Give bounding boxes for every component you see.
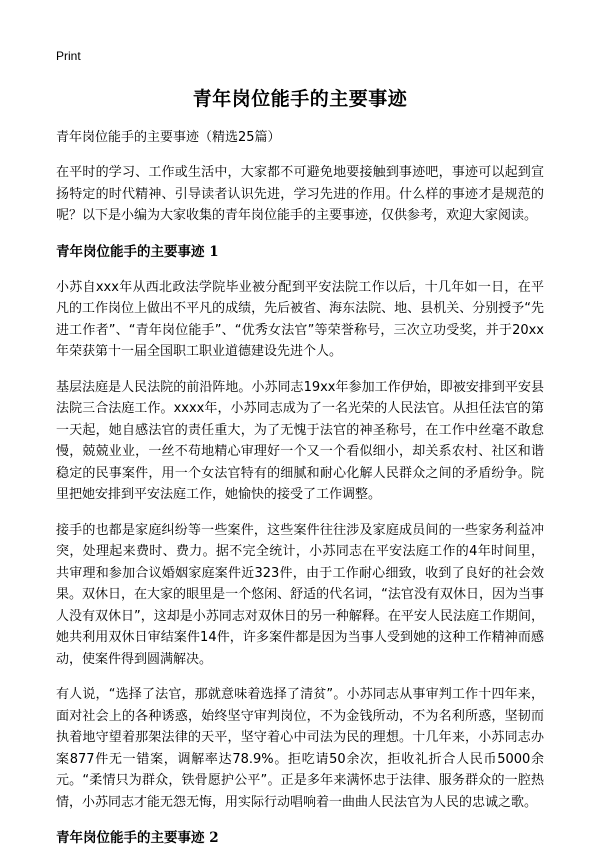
- body-paragraph: 接手的也都是家庭纠纷等一些案件，这些案件往往涉及家庭成员间的一些家务利益冲突，处理起来费时、费力。据不完全统计，小苏同志在平安法庭工作的4年时间里，共审理和参加合议婚姻家庭案件近323件，由于工作耐心细致，收到了良好的社会效果。双休日，在大家的眼里是一个悠闲、舒适的代名词，“法官没有双休日，因为当事人没有双休日”，这却是小苏同志对双休日的另一种解释。在平安人民法庭工作期间，她共利用双休日审结案件14件，许多案件都是因为当事人受到她的这种工作精神而感动，使案件得到圆满解决。: [56, 522, 544, 667]
- page-title: 青年岗位能手的主要事迹: [192, 88, 408, 110]
- document-subtitle: 青年岗位能手的主要事迹（精选25篇）: [56, 130, 281, 145]
- body-paragraph: 小苏自xxx年从西北政法学院毕业被分配到平安法院工作以后，十几年如一日，在平凡的工作岗位上做出不平凡的成绩，先后被省、海东法院、地、县机关、分别授予“先进工作者”、“青年岗位能手”、“优秀女法官”等荣誉称号，三次立功受奖，并于20xx年荣获第十一届全国职工职业道德建设先进个人。: [56, 279, 544, 359]
- body-paragraph: 基层法庭是人民法院的前沿阵地。小苏同志19xx年参加工作伊始，即被安排到平安县法院三合法庭工作。xxxx年，小苏同志成为了一名光荣的人民法官。从担任法官的第一天起，她自感法官的责任重大，为了无愧于法官的神圣称号，在工作中丝毫不敢怠慢，兢兢业业，一丝不苟地精心审理好一个又一个看似细小，却关系农村、社区和谐稳定的民事案件，用一个女法官特有的细腻和耐心化解人民群众之间的矛盾纷争。院里把她安排到平安法庭工作，她愉快的接受了工作调整。: [56, 379, 544, 502]
- body-paragraph: 有人说，“选择了法官，那就意味着选择了清贫”。小苏同志从事审判工作十四年来，面对社会上的各种诱惑，始终坚守审判岗位，不为金钱所动，不为名利所惑，坚韧而执着地守望着那架法律的天平，坚守着心中司法为民的理想。十几年来，小苏同志办案877件无一错案，调解率达78.9%。拒吃请50余次，拒收礼折合人民币5000余元。“柔情只为群众，铁骨愿护公平”。正是多年来满怀忠于法律、服务群众的一腔热情，小苏同志才能无怨无悔，用实际行动唱响着一曲曲人民法官为人民的忠诚之歌。: [56, 687, 544, 810]
- section-heading: 青年岗位能手的主要事迹 1: [56, 243, 219, 260]
- section-heading: 青年岗位能手的主要事迹 2: [56, 830, 219, 846]
- print-link[interactable]: Print: [56, 49, 81, 63]
- intro-paragraph: 在平时的学习、工作或生活中，大家都不可避免地要接触到事迹吧，事迹可以起到宣扬特定的时代精神、引导读者认识先进，学习先进的作用。什么样的事迹才是规范的呢？以下是小编为大家收集的青年岗位能手的主要事迹，仅供参考，欢迎大家阅读。: [56, 165, 544, 223]
